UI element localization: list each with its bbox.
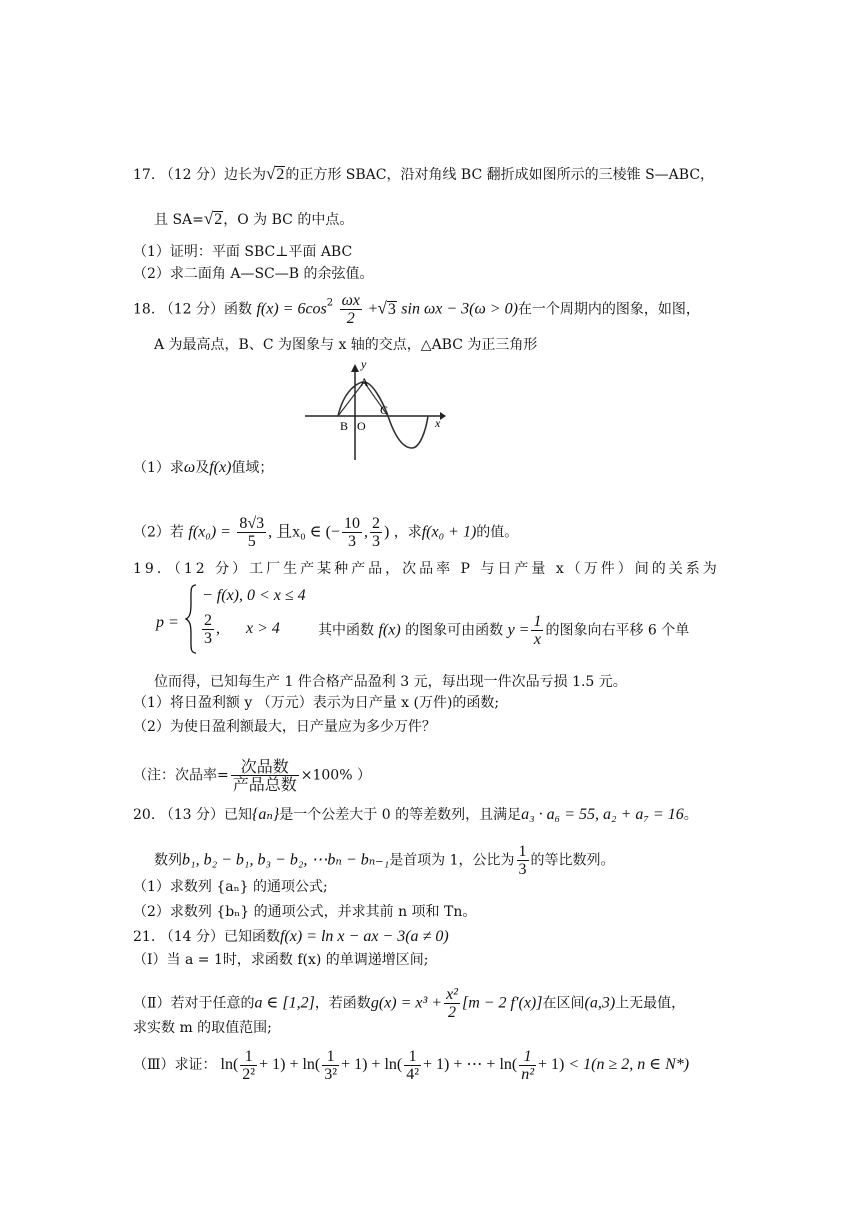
frac-num: 10 [343,515,360,532]
label-a: A [360,375,369,389]
plus-sign: + [368,300,378,318]
frac-num: 1 [322,1048,339,1066]
sqrt-radicand: 2 [214,211,223,228]
q19-text: 的图象可由函数 [405,622,504,639]
q17-part2: （2）求二面角 A—SC—B 的余弦值。 [133,266,374,282]
q19-case1: − f(x), 0 < x ≤ 4 [202,587,306,604]
q18-text: （2）若 [133,524,184,541]
q21-text: 在区间 [542,995,585,1012]
q19-note [133,758,371,793]
q18-text: ，求 [393,524,422,541]
ln: ln( [302,1056,321,1074]
frac-den: 产品总数 [232,775,297,794]
label-y: y [361,360,367,371]
q17-line1: 17. （12 分）边长为√2的正方形 SBAC，沿对角线 BC 翻折成如图所示的三棱锥 S—ABC， [133,164,715,183]
label-c: C [380,403,389,417]
q21-part2 [133,986,685,1021]
label-o: O [357,419,366,433]
q21-formula: + 1) [341,1056,368,1074]
q18-part1 [133,459,273,477]
q19-line3: 位而得，已知每生产 1 件合格产品盈利 3 元，每出现一件次品亏损 1.5 元。 [154,674,627,690]
sequence-symbol: {aₙ} [251,806,280,823]
q18-text: 值域； [231,460,274,476]
q18-text: （1）求 [133,460,184,476]
fraction [237,515,266,550]
frac-den: 3 [204,630,212,647]
ln: ln( [220,1056,239,1074]
q20-text: 的等比数列。 [530,852,615,869]
q21-formula: + 1) [423,1056,450,1074]
frac-num: 1 [518,843,527,860]
q20-part2: （2）求数列 {bₙ} 的通项公式，并求其前 n 项和 Tn。 [133,904,477,920]
fraction [202,612,214,647]
q21-formula: + 1) [538,1056,565,1074]
frac-num: 次品数 [231,758,299,776]
q21-text: ，若函数 [314,995,371,1012]
q19-part1: （1）将日盈利额 y （万元）表示为日产量 x (万件)的函数; [133,695,500,711]
q21-formula: + 1) [259,1056,286,1074]
frac-den: 5 [247,533,256,550]
q19-mid [318,613,689,648]
q21-part2-line2: 求实数 m 的取值范围; [133,1020,272,1036]
q18-part2 [133,515,518,550]
fraction [240,1048,257,1083]
frac-num: ωx [341,292,360,309]
q20-text: 是首项为 1，公比为 [389,852,515,869]
q17-text: ，O 为 BC 的中点。 [223,212,354,228]
omega-symbol: ω [183,459,196,476]
q20-line2 [154,843,615,878]
q21-part3 [133,1048,689,1083]
q19-case2: $\frac{2}{3}$ , x > 4 [204,612,280,647]
q17-text: 的正方形 SBAC，沿对角线 BC 翻折成如图所示的三棱锥 S—ABC， [285,167,715,183]
q17-text: 17. （12 分）边长为 [133,167,266,183]
q17-line2: 且 SA=√2，O 为 BC 的中点。 [154,209,354,228]
frac-den: 3² [324,1066,338,1083]
q18-line1: 18. （12 分）函数 $f(x) = 6\cos^2$ $\frac{\omega x}{2}$ +√3 sin ωx − 3(ω > 0)在一个周期内的图象，如图， [133,292,700,327]
q19-text: （注：次品率= [133,767,229,784]
fraction [231,758,299,793]
q19-cond: x > 4 [246,620,280,638]
q19-part2: （2）为使日盈利额最大，日产量应为多少万件？ [133,719,436,735]
label-x: x [435,416,441,430]
q21-text: （Ⅱ）若对于任意的 [133,995,255,1012]
fraction [322,1048,339,1083]
frac-num: 2 [204,612,212,629]
frac-num: 1 [533,613,542,630]
q21-formula: a ∈ [1,2] [254,994,315,1012]
q19-text: 其中函数 [318,622,374,639]
q20-part1: （1）求数列 {aₙ} 的通项公式; [133,879,328,895]
q20-formula: a₃ · a₆ = 55, a₂ + a₇ = 16 [521,806,684,823]
q18-text: 及 [195,460,210,476]
q20-formula: b₁, b₂ − b₁, b₃ − b₂, ⋯bₙ − bₙ₋₁ [182,851,390,869]
frac-num: 1 [519,1048,536,1066]
ln: ln( [384,1056,403,1074]
function-symbol: f(x₀ + 1) [421,523,477,541]
sine-graph-figure [300,360,450,466]
q18-formula: sin ωx − 3(ω > 0) [401,300,518,318]
q17-part1: （1）证明：平面 SBC⊥平面 ABC [133,244,353,260]
q18-line2: A 为最高点，B、C 为图象与 x 轴的交点，△ABC 为正三角形 [154,337,538,353]
plus-sign: + [371,1056,381,1074]
curly-brace-icon [184,583,198,655]
fraction [444,986,460,1021]
q21-line1 [133,928,449,946]
q21-text: （Ⅲ）求证： [133,1057,217,1074]
y-axis-arrow-icon [351,364,359,372]
ln: ln( [499,1056,518,1074]
paren: ) [383,523,390,541]
comma: , [363,523,368,541]
q18-text: 在一个周期内的图象，如图， [517,301,700,318]
frac-den: 3 [371,533,380,550]
frac-num: 2 [371,515,380,532]
q18-text: 的值。 [476,524,519,541]
q18-fraction [340,292,362,327]
q20-text: 数列 [154,852,182,869]
frac-num: 1 [240,1048,257,1066]
function-symbol: f(x₀) = [188,523,231,541]
plus-sign: + [289,1056,299,1074]
q21-text: 上无最值， [615,995,686,1012]
fraction [342,515,362,550]
frac-den: n² [521,1066,535,1083]
q19-text: 的图象向右平移 6 个单 [545,622,690,639]
fraction [519,1048,536,1083]
frac-den: 3 [518,861,527,878]
q19-text: ×100% ） [300,767,371,784]
frac-den: 2 [346,310,355,327]
q20-text: 20. （13 分）已知 [133,807,252,823]
q21-formula: (a,3) [584,994,616,1012]
sqrt-radicand: 3 [387,300,396,318]
q18-formula: , 且x₀ ∈ (− [268,523,340,541]
frac-num: 1 [404,1048,421,1066]
q18-formula: f(x) = 6cos [256,300,327,318]
q20-text: 。 [683,807,698,823]
dots: + ⋯ + [453,1056,496,1074]
q21-formula: < 1(n ≥ 2, n ∈ N*) [568,1056,690,1074]
fraction [370,515,382,550]
q20-text: 是一个公差大于 0 的等差数列，且满足 [279,807,522,823]
q21-text: 21. （14 分）已知函数 [133,929,280,945]
q21-part1: （Ⅰ）当 a = 1时，求函数 f(x) 的单调递增区间; [133,952,429,968]
q17-text: 且 SA= [154,212,204,228]
fraction [404,1048,421,1083]
q19-line1: 19．（12 分）工厂生产某种产品，次品率 P 与日产量 x（万件）间的关系为 [133,561,720,577]
q19-p-eq: p = [156,614,179,631]
q20-line1 [133,806,698,824]
function-symbol: f(x) [209,459,232,476]
fraction [531,613,543,648]
frac-den: 2² [242,1066,256,1083]
frac-den: 4² [406,1066,420,1083]
fraction [517,843,529,878]
frac-den: 2 [448,1004,457,1021]
q21-formula: f(x) = ln x − ax − 3(a ≠ 0) [279,928,449,945]
frac-num: 8√3 [239,515,265,532]
q21-formula: g(x) = x³ + [370,994,443,1012]
q21-formula: [m − 2 f′(x)] [461,994,543,1012]
q18-text: 18. （12 分）函数 [133,301,252,318]
label-b: B [340,419,349,433]
q19-formula: y = [507,621,530,639]
function-symbol: f(x) [378,621,401,639]
frac-den: 3 [347,533,356,550]
frac-num: x² [446,986,458,1003]
x-axis-arrow-icon [440,412,446,420]
frac-den: x [533,631,542,648]
sqrt-radicand: 2 [276,166,285,183]
